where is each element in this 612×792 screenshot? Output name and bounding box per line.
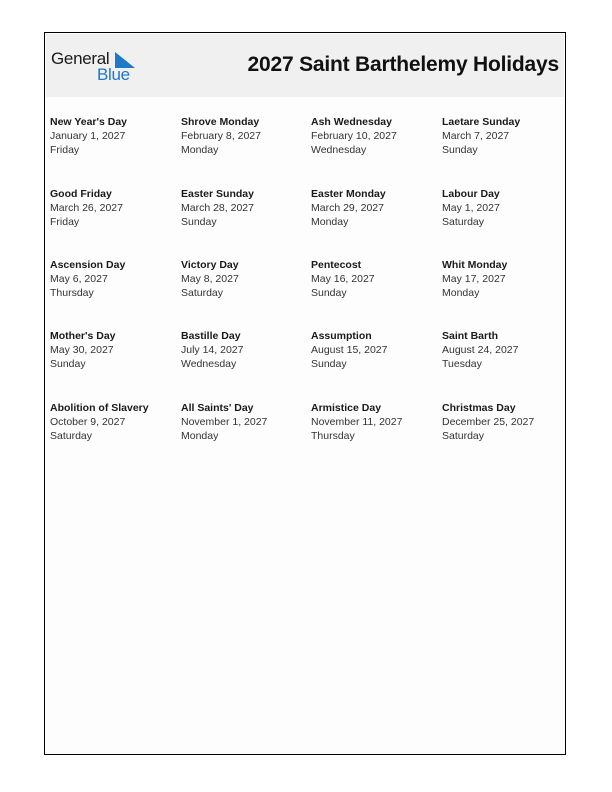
holiday-date: May 1, 2027 [442,202,500,214]
holiday-name: Christmas Day [442,402,516,414]
holiday-name: Saint Barth [442,330,499,342]
holiday-item [442,329,570,371]
holiday-date: March 29, 2027 [311,202,384,214]
holiday-item [50,258,178,300]
holiday-date: May 16, 2027 [311,273,375,285]
holiday-date: August 24, 2027 [442,344,519,356]
holiday-date: November 11, 2027 [311,416,403,428]
holiday-name: Easter Monday [311,188,386,200]
holiday-item [311,115,439,157]
holiday-name: Easter Sunday [181,188,254,200]
holiday-item [442,258,570,300]
holiday-name: New Year's Day [50,116,128,128]
holiday-name: Assumption [311,330,372,342]
holiday-name: Victory Day [181,259,239,271]
holiday-weekday: Sunday [50,358,86,370]
holiday-date: February 10, 2027 [311,130,397,142]
holiday-weekday: Saturday [442,216,485,228]
holiday-item [181,258,309,300]
holiday-name: Laetare Sunday [442,116,521,128]
holiday-name: Labour Day [442,188,500,200]
holiday-date: February 8, 2027 [181,130,261,142]
holiday-date: October 9, 2027 [50,416,126,428]
logo-general-text: General [51,49,110,68]
holiday-weekday: Monday [311,216,349,228]
holiday-item [442,401,570,443]
holiday-name: Shrove Monday [181,116,260,128]
holiday-weekday: Tuesday [442,358,482,370]
holiday-item [50,329,178,371]
holiday-item [50,401,178,443]
holiday-date: May 17, 2027 [442,273,506,285]
holiday-name: Whit Monday [442,259,508,271]
holiday-weekday: Saturday [442,430,485,442]
holiday-weekday: Wednesday [181,358,237,370]
holiday-date: March 26, 2027 [50,202,123,214]
page-title: 2027 Saint Barthelemy Holidays [247,53,559,76]
holiday-item [311,329,439,371]
holiday-item [181,115,309,157]
holiday-item [181,401,309,443]
holiday-name: Ash Wednesday [311,116,392,128]
logo [51,49,141,85]
holiday-weekday: Saturday [50,430,93,442]
holiday-name: Mother's Day [50,330,116,342]
holiday-weekday: Thursday [311,430,355,442]
holiday-date: July 14, 2027 [181,344,244,356]
holiday-item [50,115,178,157]
page-frame [44,32,566,755]
holiday-weekday: Monday [181,144,219,156]
holiday-name: Armistice Day [311,402,382,414]
holiday-date: January 1, 2027 [50,130,126,142]
holiday-name: All Saints' Day [181,402,254,414]
holiday-weekday: Monday [442,287,480,299]
holiday-weekday: Friday [50,216,80,228]
holiday-weekday: Sunday [311,287,347,299]
holiday-weekday: Sunday [181,216,217,228]
holiday-item [50,187,178,229]
holiday-weekday: Thursday [50,287,94,299]
holiday-name: Abolition of Slavery [50,402,149,414]
holiday-name: Ascension Day [50,259,126,271]
holiday-name: Pentecost [311,259,362,271]
header [46,34,564,97]
holiday-item [311,187,439,229]
holiday-date: August 15, 2027 [311,344,388,356]
holiday-item [311,401,439,443]
holiday-weekday: Friday [50,144,80,156]
holiday-name: Good Friday [50,188,112,200]
holiday-item [181,187,309,229]
holiday-weekday: Wednesday [311,144,367,156]
holiday-item [442,187,570,229]
holiday-item [311,258,439,300]
holiday-name: Bastille Day [181,330,241,342]
holiday-weekday: Saturday [181,287,224,299]
holiday-weekday: Sunday [311,358,347,370]
holiday-weekday: Monday [181,430,219,442]
holiday-weekday: Sunday [442,144,478,156]
holiday-date: May 6, 2027 [50,273,108,285]
logo-blue-text: Blue [97,65,130,84]
holiday-date: December 25, 2027 [442,416,535,428]
holiday-item [442,115,570,157]
holiday-date: March 28, 2027 [181,202,254,214]
holiday-date: May 30, 2027 [50,344,114,356]
holiday-date: March 7, 2027 [442,130,510,142]
holiday-date: May 8, 2027 [181,273,239,285]
holiday-date: November 1, 2027 [181,416,268,428]
holiday-item [181,329,309,371]
